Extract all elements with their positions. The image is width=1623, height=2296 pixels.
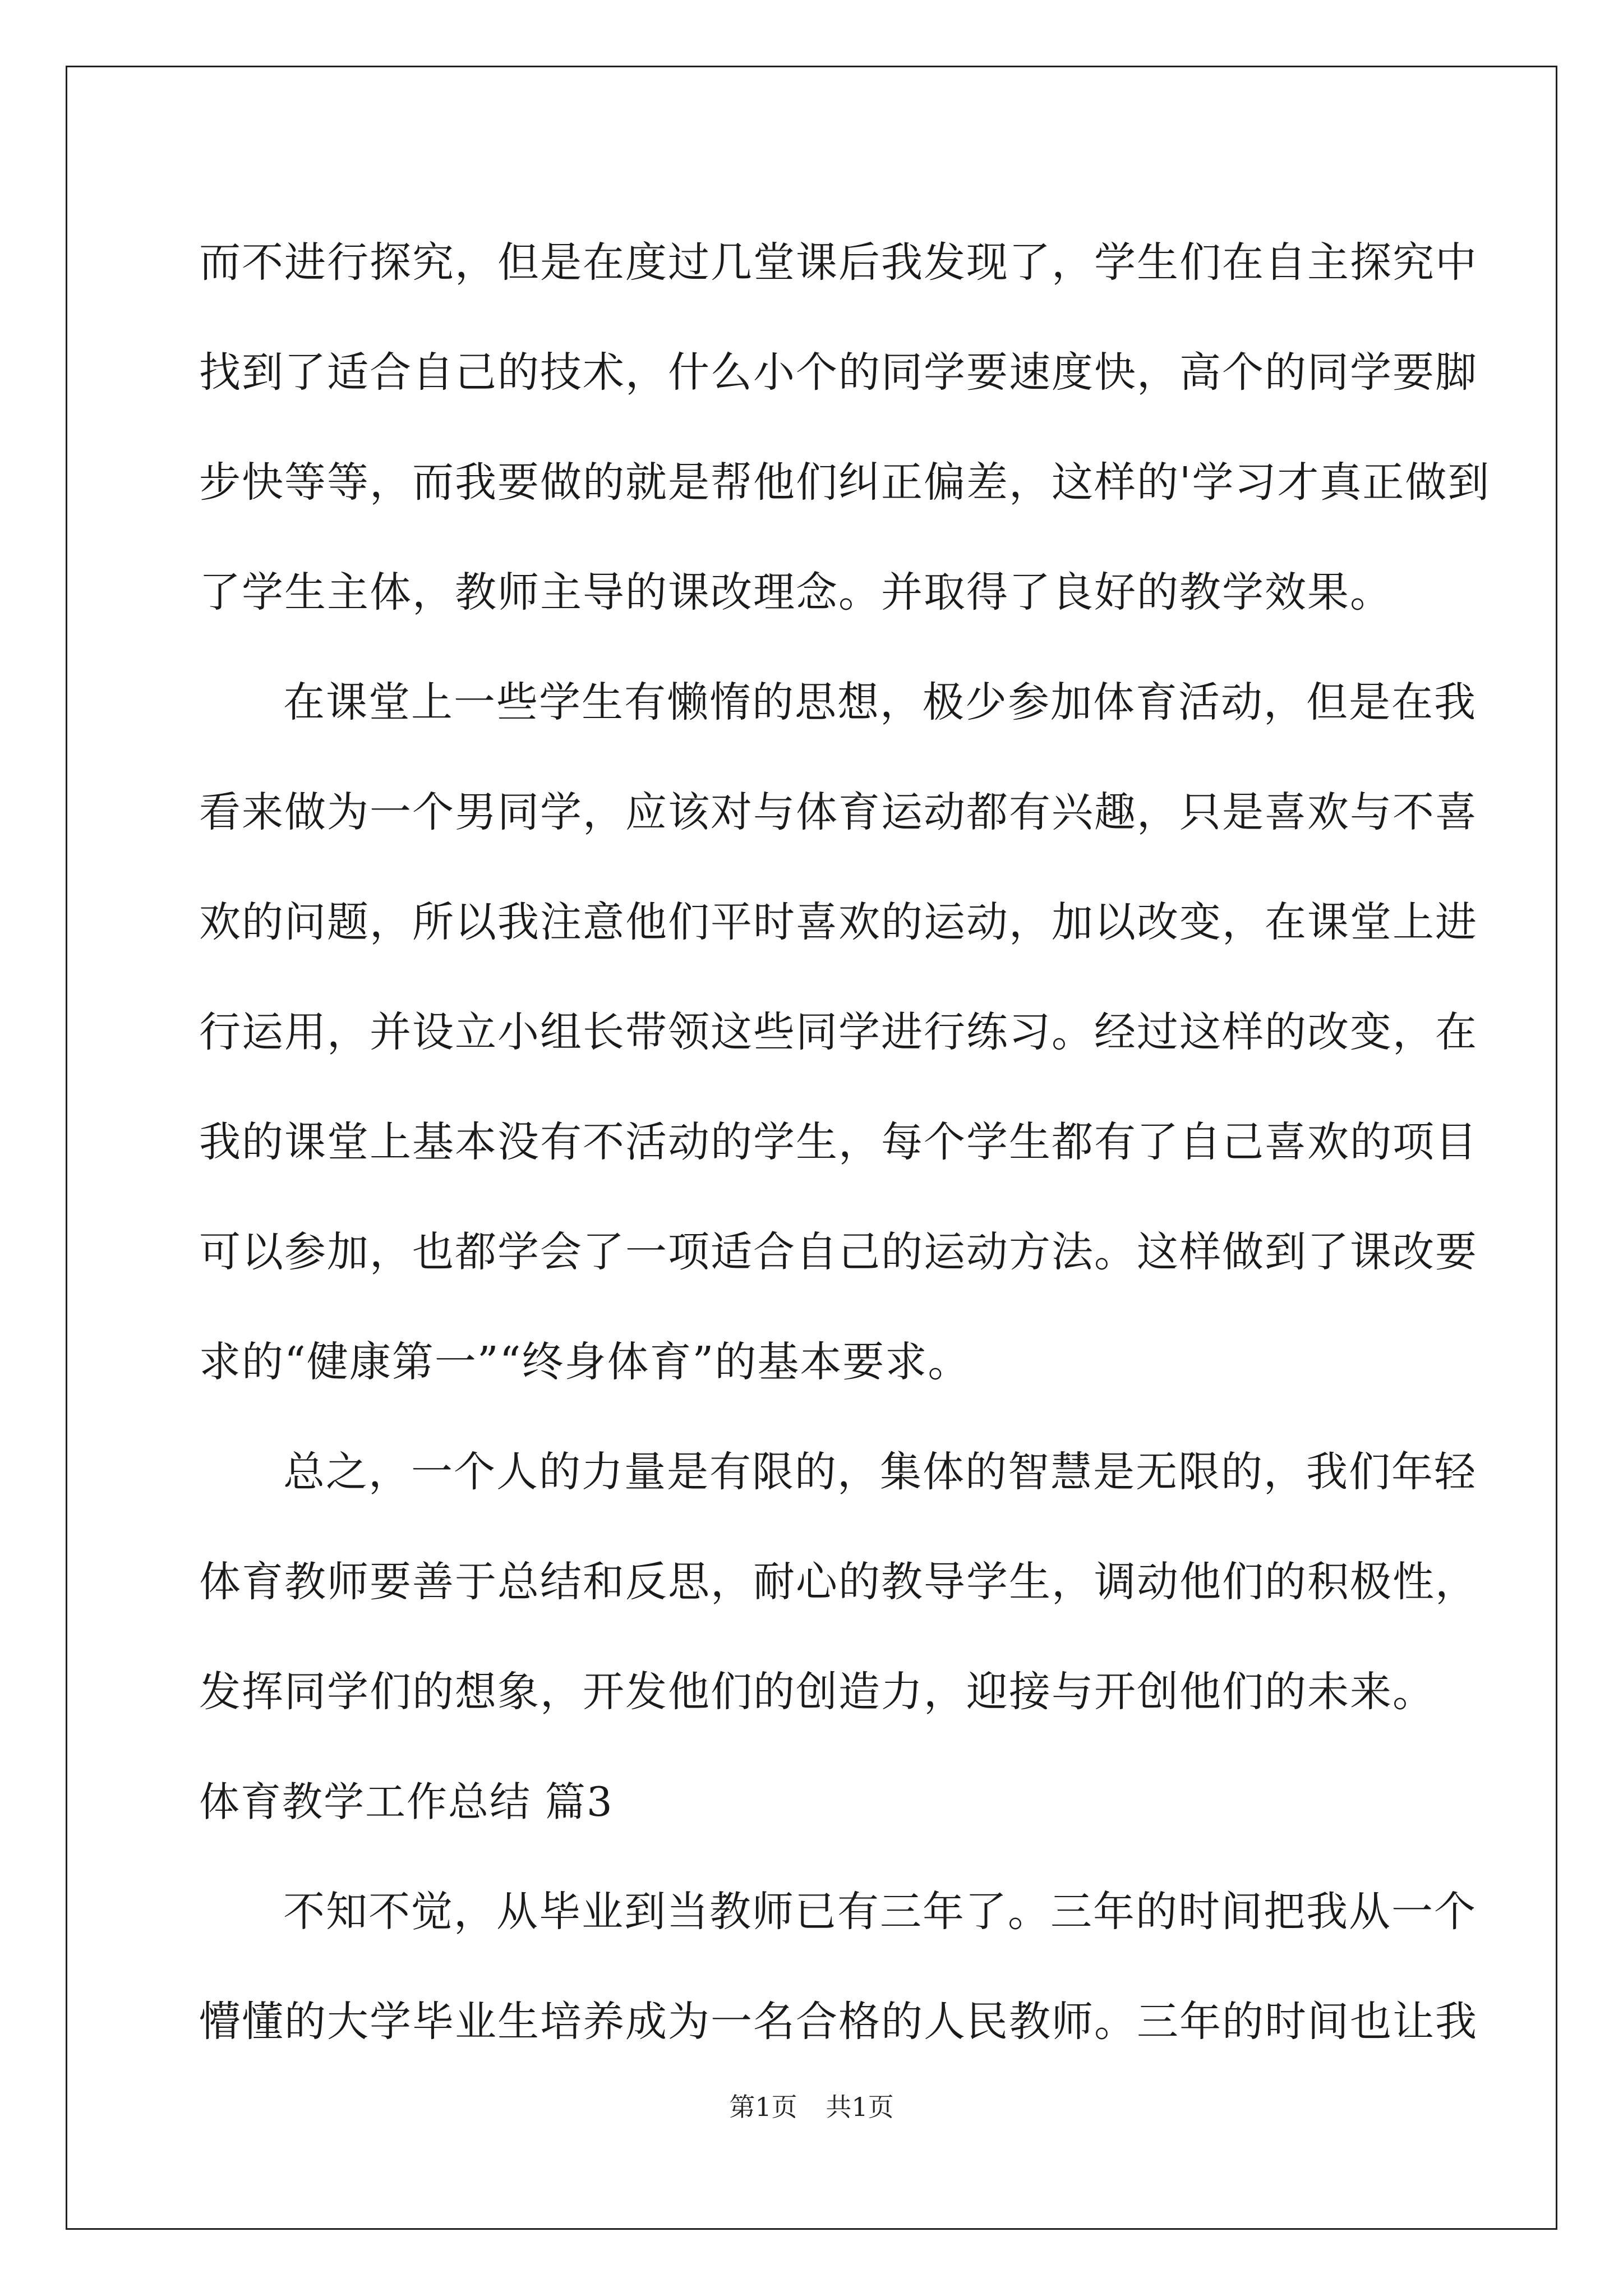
text-line-2: 找到了适合自己的技术，什么小个的同学要速度快，高个的同学要脚 xyxy=(199,348,1478,397)
text-line-1: 而不进行探究，但是在度过几堂课后我发现了，学生们在自主探究中 xyxy=(199,238,1478,287)
text-line-6: 看来做为一个男同学，应该对与体育运动都有兴趣，只是喜欢与不喜 xyxy=(199,788,1478,836)
text-line-13: 体育教师要善于总结和反思，耐心的教导学生，调动他们的积极性， xyxy=(199,1558,1478,1606)
text-line-10: 可以参加，也都学会了一项适合自己的运动方法。这样做到了课改要 xyxy=(199,1228,1478,1276)
section-heading: 体育教学工作总结 篇3 xyxy=(199,1778,614,1825)
text-line-7: 欢的问题，所以我注意他们平时喜欢的运动，加以改变，在课堂上进 xyxy=(199,898,1478,946)
page-footer xyxy=(0,2087,1623,2124)
page-total: 共1页 xyxy=(826,2092,894,2122)
text-line-9: 我的课堂上基本没有不活动的学生，每个学生都有了自己喜欢的项目 xyxy=(199,1118,1478,1166)
text-line-16: 懵懂的大学毕业生培养成为一名合格的人民教师。三年的时间也让我 xyxy=(199,1998,1478,2046)
text-line-15: 不知不觉，从毕业到当教师已有三年了。三年的时间把我从一个 xyxy=(283,1888,1477,1936)
page-number: 第1页 xyxy=(729,2092,797,2122)
document-body xyxy=(199,208,1491,2077)
text-line-12: 总之，一个人的力量是有限的，集体的智慧是无限的，我们年轻 xyxy=(283,1448,1477,1496)
text-line-5: 在课堂上一些学生有懒惰的思想，极少参加体育活动，但是在我 xyxy=(283,678,1477,726)
text-line-8: 行运用，并设立小组长带领这些同学进行练习。经过这样的改变，在 xyxy=(199,1008,1478,1056)
text-line-3: 步快等等，而我要做的就是帮他们纠正偏差，这样的'学习才真正做到 xyxy=(199,458,1491,507)
text-line-4: 了学生主体，教师主导的课改理念。并取得了良好的教学效果。 xyxy=(199,568,1393,616)
text-line-11: 求的“健康第一”“终身体育”的基本要求。 xyxy=(199,1338,971,1386)
text-line-14: 发挥同学们的想象，开发他们的创造力，迎接与开创他们的未来。 xyxy=(199,1668,1435,1716)
